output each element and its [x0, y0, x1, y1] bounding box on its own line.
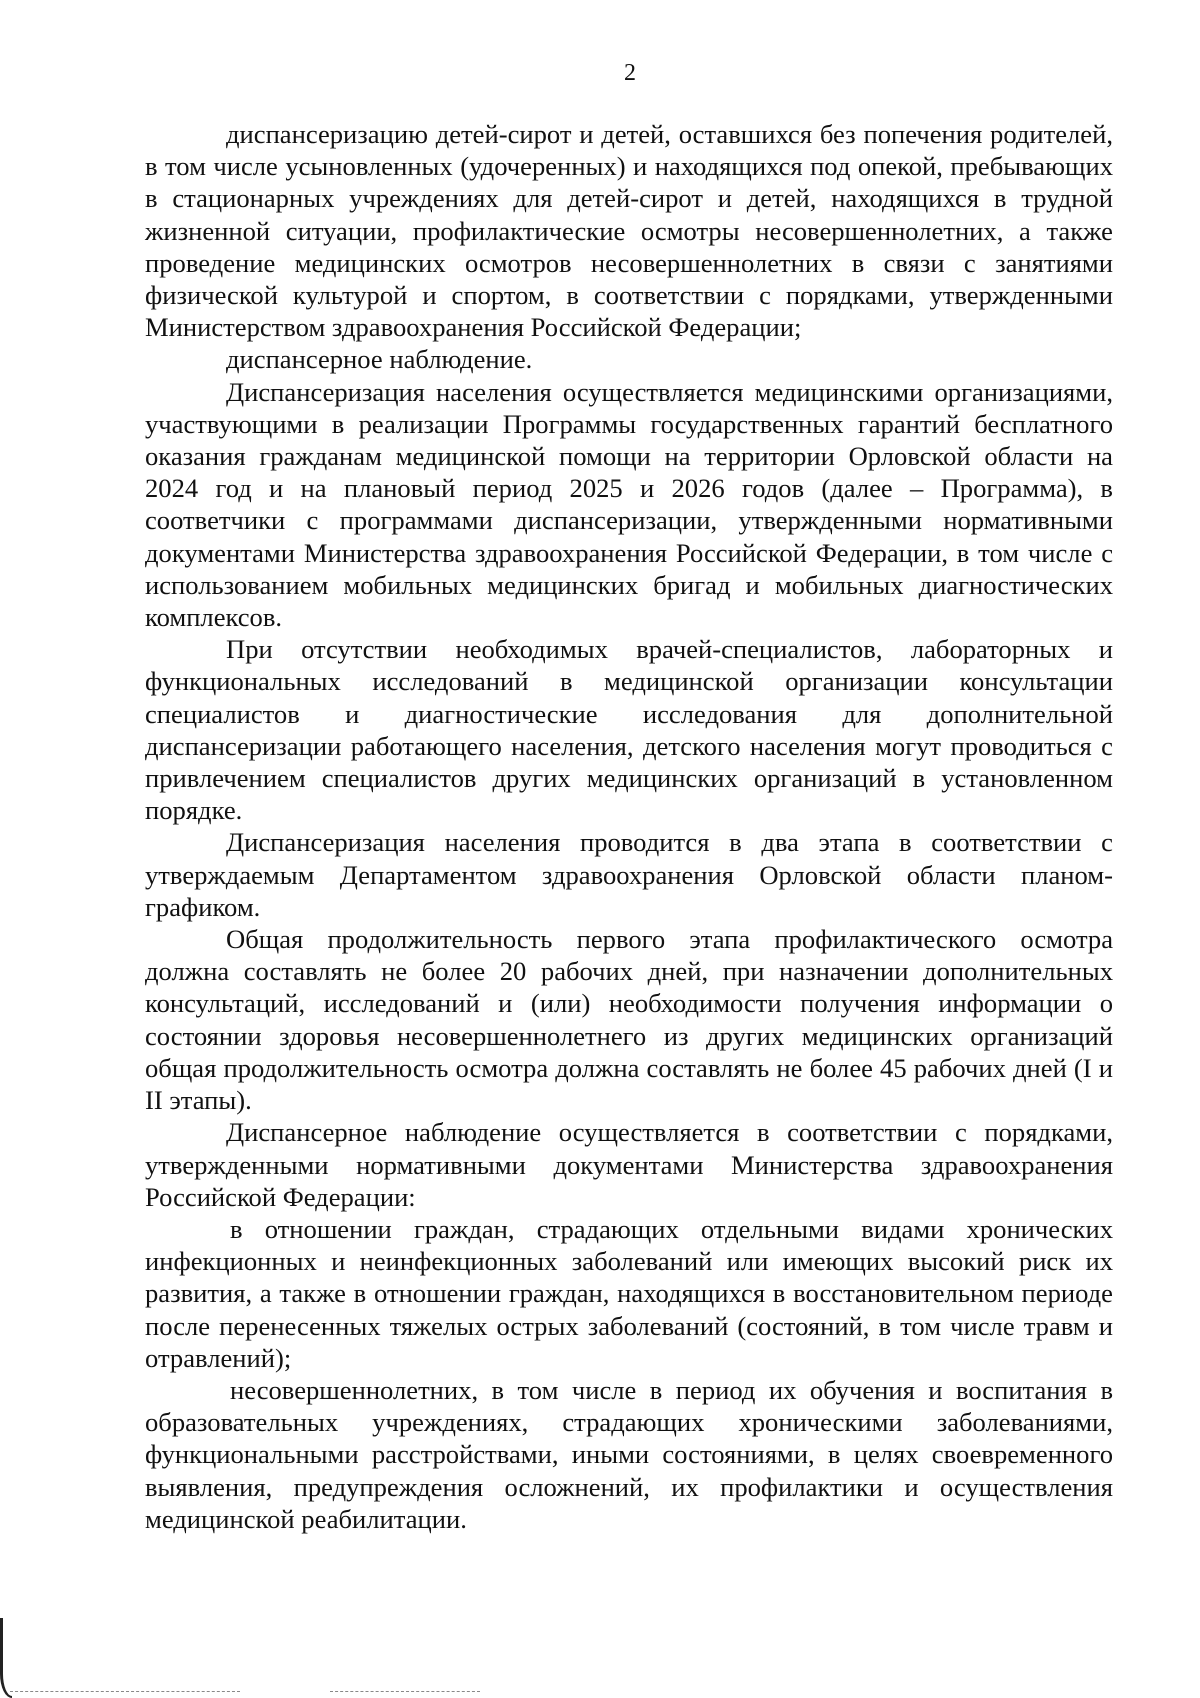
page-number: 2	[624, 60, 636, 86]
paragraph-minors: несовершеннолетних, в том числе в период их обучения и воспитания в образовательных учреждениях, страдающих хроническими заболеваниями, функциональными расстройствами, иными состояниями, в целях своевременного выявления, предупреждения осложнений, их профилактики и осуществления медицинской реабилитации.	[145, 1374, 1113, 1534]
paragraph-dispensary-observation: диспансерное наблюдение.	[226, 344, 533, 375]
paragraph-dispensary-orphans: диспансеризацию детей-сирот и детей, оставшихся без попечения родителей, в том числе усыновленных (удочеренных) и находящихся под опекой, пребывающих в стационарных учреждениях для детей-сирот и детей, находящихся в трудной жизненной ситуации, профилактические осмотры несовершеннолетних, а также проведение медицинских осмотров несовершеннолетних в связи с занятиями физической культурой и спортом, в соответствии с порядками, утвержденными Министерством здравоохранения Российской Федерации;	[145, 119, 1113, 343]
paragraph-missing-specialists: При отсутствии необходимых врачей-специалистов, лабораторных и функциональных исследований в медицинской организации консультации специалистов и диагностические исследования для дополнительной диспансеризации работающего населения, детского населения могут проводиться с привлечением специалистов других медицинских организаций в установленном порядке.	[145, 634, 1113, 826]
paragraph-observation-procedure: Диспансерное наблюдение осуществляется в соответствии с порядками, утвержденными нормативными документами Министерства здравоохранения Российской Федерации:	[145, 1117, 1113, 1212]
scan-edge-artifact	[0, 1618, 12, 1698]
paragraph-dispensary-organizations: Диспансеризация населения осуществляется медицинскими организациями, участвующими в реализации Программы государственных гарантий бесплатного оказания гражданам медицинской помощи на территории Орловской области на 2024 год и на плановый период 2025 и 2026 годов (далее – Программа), в соответчики с программами диспансеризации, утвержденными нормативными документами Министерства здравоохранения Российской Федерации, в том числе с использованием мобильных медицинских бригад и мобильных диагностических комплексов.	[145, 376, 1113, 633]
document-body	[145, 118, 1113, 1535]
paragraph-two-stages: Диспансеризация населения проводится в два этапа в соответствии с утверждаемым Департаментом здравоохранения Орловской области планом-графиком.	[145, 827, 1113, 922]
scan-dash-artifact	[330, 1691, 480, 1693]
paragraph-duration: Общая продолжительность первого этапа профилактического осмотра должна составлять не более 20 рабочих дней, при назначении дополнительных консультаций, исследований и (или) необходимости получения информации о состоянии здоровья несовершеннолетнего из других медицинских организаций общая продолжительность осмотра должна составлять не более 45 рабочих дней (I и II этапы).	[145, 924, 1113, 1116]
scan-dash-artifact	[10, 1691, 240, 1693]
paragraph-chronic-patients: в отношении граждан, страдающих отдельными видами хронических инфекционных и неинфекционных заболеваний или имеющих высокий риск их развития, а также в отношении граждан, находящихся в восстановительном периоде после перенесенных тяжелых острых заболеваний (состояний, в том числе травм и отравлений);	[145, 1213, 1113, 1373]
